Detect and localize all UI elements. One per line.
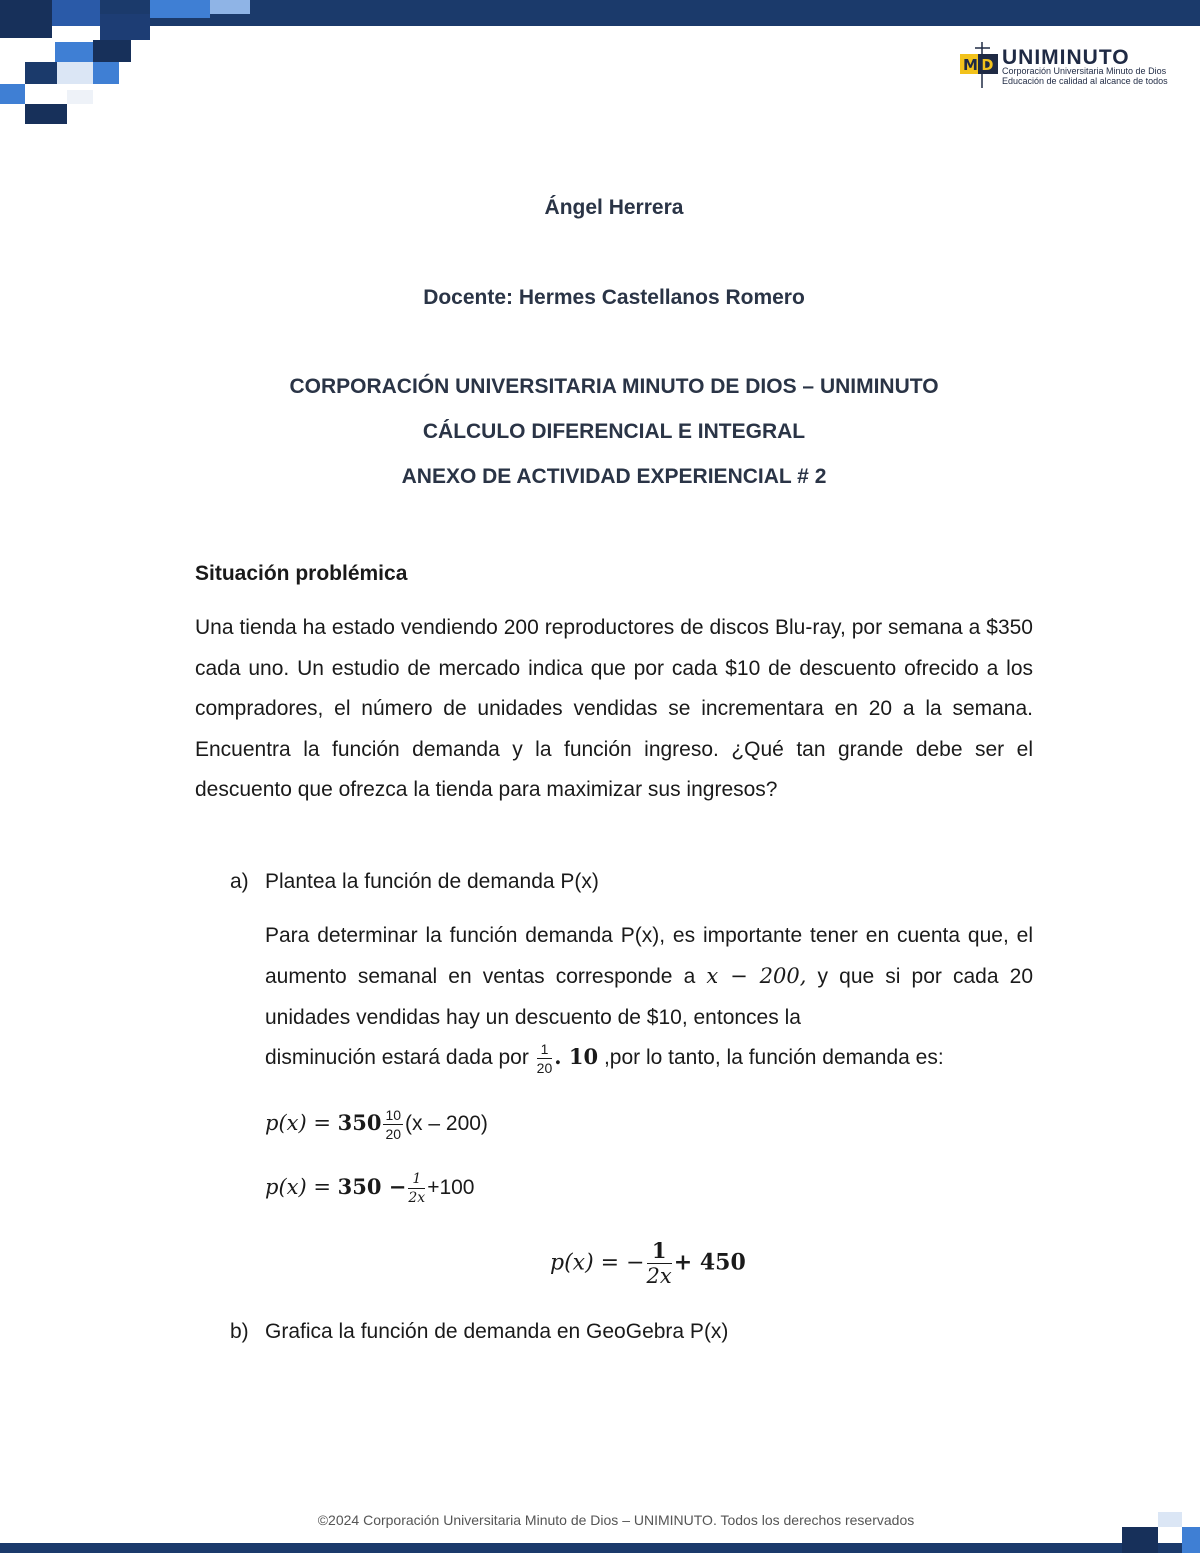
teacher-name: Docente: Hermes Castellanos Romero: [423, 286, 805, 309]
equation-3-fraction: [647, 1240, 672, 1287]
item-b-label: b): [230, 1320, 249, 1343]
item-b-text: Grafica la función de demanda en GeoGebra P(x): [265, 1320, 729, 1343]
explanation-part-4: ,por lo tanto, la función demanda es:: [603, 1046, 944, 1070]
md-emblem-icon: [960, 40, 1000, 90]
decor-square: [57, 62, 93, 84]
decor-square: [1158, 1512, 1182, 1527]
equation-2-constant: 350 −: [337, 1174, 407, 1200]
equation-1-lhs: p(x) =: [265, 1111, 338, 1136]
logo-name: UNIMINUTO: [1002, 46, 1130, 69]
equation-1-fraction: [383, 1108, 403, 1141]
fraction-denominator: 20: [536, 1060, 553, 1076]
section-heading: Situación problémica: [195, 562, 408, 585]
explanation-part-2: y que si por cada 20 unidades vendidas hay un descuento de $10, entonces la: [265, 965, 1033, 1029]
explanation-paragraph: [265, 915, 1033, 1038]
equation-1-constant: 350: [337, 1110, 382, 1136]
equation-3-rest: + 450: [673, 1249, 746, 1276]
decor-square: [1122, 1527, 1158, 1553]
times-ten: . 10: [554, 1044, 599, 1070]
equation-1-numerator: 10: [385, 1107, 402, 1123]
decor-square: [0, 84, 25, 104]
explanation-last-line: [265, 1042, 944, 1075]
equation-2-denominator: 2x: [408, 1190, 426, 1206]
decor-square: [93, 40, 131, 62]
decor-square: [52, 0, 100, 26]
logo-tagline: Educación de calidad al alcance de todos: [1002, 76, 1168, 86]
equation-2-rest: +100: [427, 1176, 475, 1200]
problem-statement: Una tienda ha estado vendiendo 200 reproductores de discos Blu-ray, por semana a $350 cada uno. Un estudio de mercado indica que por cada $10 de descuento ofrecido a los compradores, el número de unidades vendidas se incrementara en 20 a la semana. Encuentra la función demanda y la función ingreso. ¿Qué tan grande debe ser el descuento que ofrezca la tienda para maximizar sus ingresos?: [195, 616, 1033, 801]
decor-square: [100, 14, 150, 40]
item-a-text: Plantea la función de demanda P(x): [265, 870, 599, 893]
fraction-numerator: 1: [537, 1042, 553, 1059]
equation-1-rest: (x – 200): [405, 1112, 488, 1136]
equation-1: [265, 1108, 488, 1141]
equation-3: [550, 1240, 746, 1287]
activity-title: ANEXO DE ACTIVIDAD EXPERIENCIAL # 2: [401, 465, 827, 488]
item-a-label: a): [230, 870, 249, 893]
decor-square: [25, 62, 57, 84]
student-name: Ángel Herrera: [544, 196, 684, 219]
institution-name: CORPORACIÓN UNIVERSITARIA MINUTO DE DIOS – UNIMINUTO: [289, 375, 939, 398]
decor-square: [93, 62, 119, 84]
expression-x-minus-200: x − 200,: [706, 964, 807, 988]
copyright-footer: ©2024 Corporación Universitaria Minuto de Dios – UNIMINUTO. Todos los derechos reservados: [317, 1512, 915, 1528]
equation-3-denominator: 2x: [646, 1264, 672, 1288]
decor-square: [25, 104, 67, 124]
decor-square: [210, 0, 250, 14]
decor-square: [150, 0, 210, 18]
equation-2: [265, 1172, 475, 1205]
logo-subtitle: Corporación Universitaria Minuto de Dios: [1002, 66, 1167, 76]
explanation-part-1: Para determinar la función demanda P(x), es importante tener en cuenta que, el aumento semanal en ventas corresponde a: [265, 924, 1033, 988]
equation-3-lhs: p(x) = −: [550, 1250, 645, 1276]
equation-2-lhs: p(x) =: [265, 1175, 338, 1200]
equation-2-fraction: [408, 1172, 425, 1205]
fraction-1-20: [537, 1042, 553, 1075]
equation-2-numerator: 1: [408, 1172, 425, 1189]
decor-square: [0, 0, 52, 38]
equation-3-numerator: 1: [647, 1240, 672, 1264]
decor-square: [55, 42, 93, 62]
equation-1-denominator: 20: [385, 1126, 402, 1142]
uniminuto-logo: [960, 40, 1185, 90]
svg-text:D: D: [981, 56, 994, 74]
course-name: CÁLCULO DIFERENCIAL E INTEGRAL: [422, 420, 806, 443]
decor-square: [67, 90, 93, 104]
explanation-part-3: disminución estará dada por: [265, 1046, 529, 1070]
decor-square: [1182, 1527, 1200, 1553]
svg-text:M: M: [963, 56, 978, 74]
bottom-banner: [0, 1543, 1200, 1553]
